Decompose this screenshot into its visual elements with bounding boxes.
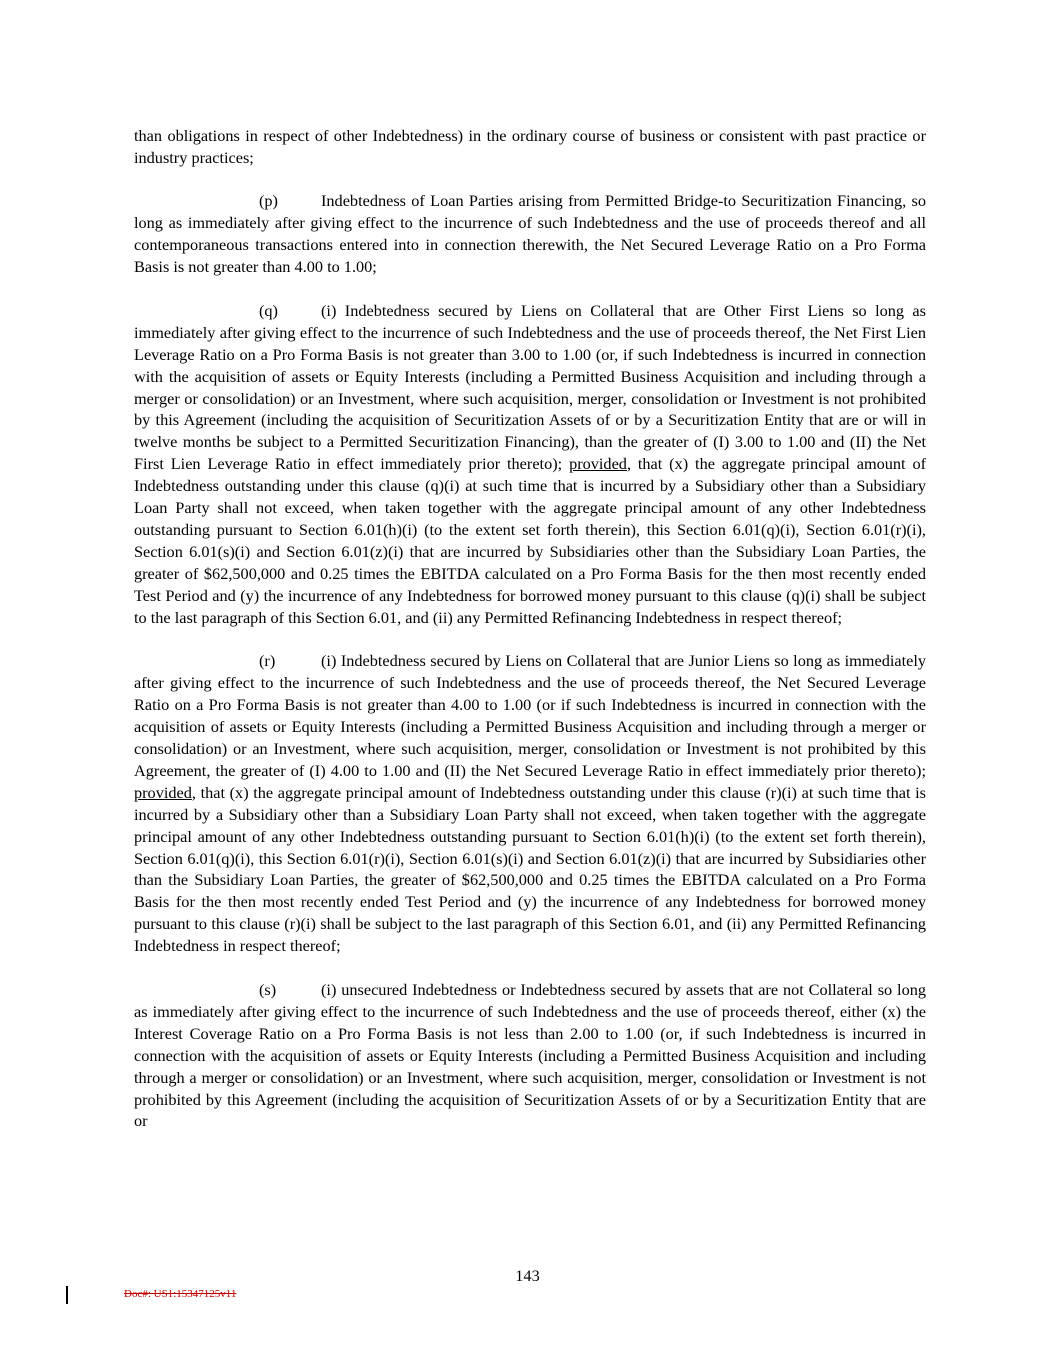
clause-label-q: (q) bbox=[259, 300, 278, 320]
clause-label-r: (r) bbox=[259, 651, 276, 671]
paragraph-text: than obligations in respect of other Indebtedness) in the ordinary course of business or consistent with past practice or industry practices; bbox=[134, 126, 926, 167]
page-number: 143 bbox=[515, 1266, 540, 1285]
paragraph-text: (i) Indebtedness secured by Liens on Collateral that are Junior Liens so long as immediately after giving effect to the incurrence of such Indebtedness and the use of proceeds thereof, the Net Secured Leverage Ratio on a Pro Forma Basis is not greater than 4.00 to 1.00 (or if such Indebtedness is incurred in connection with the acquisition of assets or Equity Interests (including a Permitted Business Acquisition and including through a merger or consolidation) or an Investment, where such acquisition, merger, consolidation or Investment is not prohibited by this Agreement, the greater of (I) 4.00 to 1.00 and (II) the Net Secured Leverage Ratio in effect immediately prior thereto); bbox=[134, 651, 926, 780]
clause-label-s: (s) bbox=[259, 979, 277, 999]
provided-underlined: provided bbox=[569, 454, 627, 474]
paragraph-text: (i) Indebtedness secured by Liens on Collateral that are Other First Liens so long as immediately after giving effect to the incurrence of such Indebtedness and the use of proceeds thereof, the Net First Lien Leverage Ratio on a Pro Forma Basis is not greater than 3.00 to 1.00 (or, if such Indebtedness is incurred in connection with the acquisition of assets or Equity Interests (including a Permitted Business Acquisition and including through a merger or consolidation) or an Investment, where such acquisition, merger, consolidation or Investment is not prohibited by this Agreement (including the acquisition of Securitization Assets of or by a Securitization Entity that are or will in twelve months be subject to a Permitted Securitization Financing), than the greater of (I) 3.00 to 1.00 and (II) the Net First Lien Leverage Ratio in effect immediately prior thereto); bbox=[134, 300, 926, 474]
paragraph-text: , that (x) the aggregate principal amount of Indebtedness outstanding under this clause (q)(i) at such time that is incurred by a Subsidiary other than a Subsidiary Loan Party shall not exceed, when taken together with the aggregate principal amount of any other Indebtedness outstanding pursuant to Section 6.01(h)(i) (to the extent set forth therein), this Section 6.01(q)(i), Section 6.01(r)(i), Section 6.01(s)(i) and Section 6.01(z)(i) that are incurred by Subsidiaries other than the Subsidiary Loan Parties, the greater of $62,500,000 and 0.25 times the EBITDA calculated on a Pro Forma Basis for the then most recently ended Test Period and (y) the incurrence of any Indebtedness for borrowed money pursuant to this clause (q)(i) shall be subject to the last paragraph of this Section 6.01, and (ii) any Permitted Refinancing Indebtedness in respect thereof; bbox=[134, 454, 927, 627]
document-id: Doc#: US1:15347125v11 bbox=[124, 1288, 237, 1300]
paragraph-text: Indebtedness of Loan Parties arising from Permitted Bridge-to Securitization Financing, so long as immediately after giving effect to the incurrence of such Indebtedness and the use of proceeds thereof and all contemporaneous transactions entered into in connection therewith, the Net Secured Leverage Ratio on a Pro Forma Basis is not greater than 4.00 to 1.00; bbox=[134, 191, 926, 277]
clause-label-p: (p) bbox=[259, 191, 278, 211]
paragraph-text: , that (x) the aggregate principal amount of Indebtedness outstanding under this clause (r)(i) at such time that is incurred by a Subsidiary other than a Subsidiary Loan Party shall not exceed, when taken together with the aggregate principal amount of any other Indebtedness outstanding pursuant to Section 6.01(h)(i) (to the extent set forth therein), Section 6.01(q)(i), this Section 6.01(r)(i), Section 6.01(s)(i) and Section 6.01(z)(i) that are incurred by Subsidiaries other than the Subsidiary Loan Parties, the greater of $62,500,000 and 0.25 times the EBITDA calculated on a Pro Forma Basis for the then most recently ended Test Period and (y) the incurrence of any Indebtedness for borrowed money pursuant to this clause (r)(i) shall be subject to the last paragraph of this Section 6.01, and (ii) any Permitted Refinancing Indebtedness in respect thereof; bbox=[134, 782, 926, 956]
paragraph-s bbox=[134, 979, 926, 1132]
paragraph-r bbox=[134, 650, 926, 957]
provided-underlined: provided bbox=[134, 782, 192, 802]
document-body bbox=[134, 125, 926, 1154]
paragraph-continuation bbox=[134, 125, 926, 169]
revision-bar bbox=[66, 1286, 68, 1304]
paragraph-q bbox=[134, 300, 926, 629]
paragraph-p bbox=[134, 190, 926, 278]
paragraph-text: (i) unsecured Indebtedness or Indebtedness secured by assets that are not Collateral so long as immediately after giving effect to the incurrence of such Indebtedness and the use of proceeds thereof, either (x) the Interest Coverage Ratio on a Pro Forma Basis is not less than 2.00 to 1.00 (or, if such Indebtedness is incurred in connection with the acquisition of assets or Equity Interests (including a Permitted Business Acquisition and including through a merger or consolidation) or an Investment, where such acquisition, merger, consolidation or Investment is not prohibited by this Agreement (including the acquisition of Securitization Assets of or by a Securitization Entity that are or bbox=[134, 979, 926, 1131]
